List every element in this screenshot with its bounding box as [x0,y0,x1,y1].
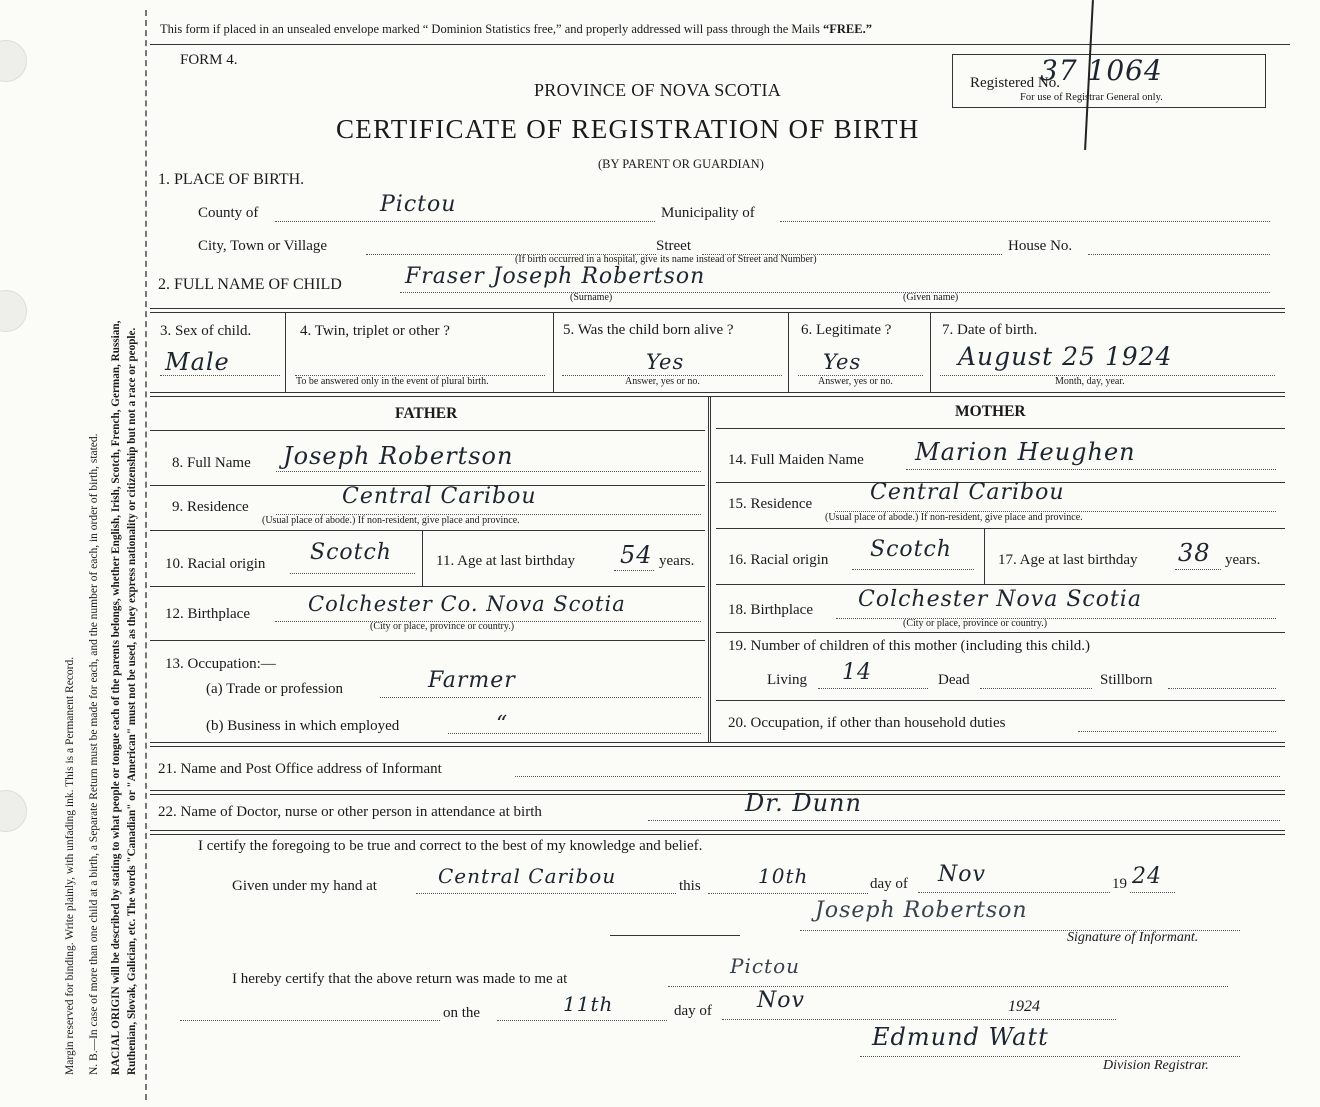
father-race-value: Scotch [310,540,392,565]
alive-note: Answer, yes or no. [625,376,700,387]
return-label: I hereby certify that the above return was made to me at [232,971,568,987]
legitimate-label: 6. Legitimate ? [801,322,892,338]
parents-bottom-rule [150,742,1285,747]
mother-stillborn-line [1168,688,1276,689]
year-line [1130,892,1175,893]
registrar-signature: Edmund Watt [872,1023,1049,1051]
city-label: City, Town or Village [198,238,328,254]
father-heading-rule [150,430,705,431]
row3-top-rule [150,308,1285,313]
row3-divider-4 [930,312,931,392]
father-age-line [614,570,654,571]
mother-birthplace-line [836,618,1276,619]
mother-birthplace-value: Colchester Nova Scotia [858,587,1142,612]
given-name-note: (Given name) [903,292,959,303]
registrar-label: Division Registrar. [1103,1058,1209,1073]
mother-occupation-line [1078,731,1276,732]
county-line [275,221,655,222]
mother-age-line [1175,569,1221,570]
father-row-rule-2 [150,530,705,531]
mother-row-rule-5 [716,700,1285,701]
county-value: Pictou [380,192,457,217]
mother-dead-label: Dead [938,672,970,688]
mother-age-value: 38 [1178,539,1211,567]
informant-label: 21. Name and Post Office address of Informant [158,761,442,777]
mother-children-label: 19. Number of children of this mother (including this child.) [728,638,1091,654]
mother-race-label: 16. Racial origin [728,552,829,568]
surname-note: (Surname) [570,292,613,303]
parent-divider [708,397,711,742]
mother-name-label: 14. Full Maiden Name [728,452,864,468]
father-race-label: 10. Racial origin [165,556,266,572]
sex-value: Male [165,348,230,376]
mother-residence-label: 15. Residence [728,496,813,512]
registrar-note: For use of Registrar General only. [1020,92,1163,103]
row3-divider-3 [788,312,789,392]
father-trade-label: (a) Trade or profession [206,681,344,697]
father-years-label: years. [659,553,695,569]
father-occupation-label: 13. Occupation:— [165,656,276,672]
year-prefix: 19 [1112,876,1127,892]
father-birthplace-note: (City or place, province or country.) [370,621,515,632]
legitimate-value: Yes [823,350,862,374]
mother-residence-value: Central Caribou [870,480,1065,505]
given-place-value: Central Caribou [438,864,617,888]
mail-notice [160,22,872,37]
on-the-label: on the [443,1005,481,1021]
binding-margin-line [145,10,147,1100]
place-heading: 1. PLACE OF BIRTH. [158,171,305,188]
day-line [708,893,868,894]
mother-living-value: 14 [842,660,872,685]
father-business-value: “ [496,712,509,737]
mother-row-rule-4 [716,632,1285,633]
month-line [918,892,1110,893]
doctor-line [648,820,1280,821]
mother-living-line [818,688,928,689]
mother-residence-note: (Usual place of abode.) If non-resident, give place and province. [825,512,1083,523]
month-value: Nov [938,862,986,887]
binding-hole-bottom [0,790,27,832]
year2-value: 1924 [1008,998,1040,1015]
sex-label: 3. Sex of child. [160,323,252,339]
row3-bottom-rule [150,392,1285,397]
mother-heading-rule [716,428,1285,429]
father-residence-label: 9. Residence [172,499,249,515]
father-race-line [290,573,415,574]
father-residence-value: Central Caribou [342,484,537,509]
day2-value: 11th [563,992,614,1016]
mother-birthplace-note: (City or place, province or country.) [903,618,1048,629]
signature-label: Signature of Informant. [1067,930,1199,945]
day-of-label: day of [870,876,908,892]
header-rule [150,44,1290,45]
this-label: this [679,878,701,894]
father-birthplace-value: Colchester Co. Nova Scotia [308,592,626,616]
father-age-label: 11. Age at last birthday [436,553,575,569]
on-the-leader [180,1020,440,1021]
margin-binding-note: Margin reserved for binding. Write plainly, with unfading ink. This is a Permanent Record. [64,656,76,1075]
father-heading: FATHER [395,405,458,422]
row3-divider-1 [285,312,286,392]
margin-racial-note-2: Ruthenian, Slovak, Galician, etc. The words "Canadian" or "American" must not be used, as they express nationality or citizenship but not a race or people. [126,327,138,1075]
house-line [1088,254,1270,255]
margin-racial-note-1: RACIAL ORIGIN will be described by stating to what people or tongue each of the parents belongs, whether English, Irish, Scotch, French, German, Russian, [110,320,122,1075]
informant-rule [150,790,1285,795]
day2-line [497,1020,667,1021]
form-title: CERTIFICATE OF REGISTRATION OF BIRTH [336,114,920,144]
mother-heading: MOTHER [955,403,1026,420]
mother-years-label: years. [1225,552,1261,568]
mother-row-rule-2 [716,528,1285,529]
mother-stillborn-label: Stillborn [1100,672,1153,688]
month2-line [722,1019,1116,1020]
mother-race-divider [984,529,985,584]
margin-nb-note: N. B.—In case of more than one child at a birth, a Separate Return must be made for each, and the number of each, in order of birth, stated. [88,433,100,1075]
father-name-line [276,471,701,472]
mother-birthplace-label: 18. Birthplace [728,602,813,618]
doctor-label: 22. Name of Doctor, nurse or other person in attendance at birth [158,804,542,820]
street-label: Street [656,238,691,254]
father-name-label: 8. Full Name [172,455,251,471]
year-value: 24 [1132,864,1162,889]
county-label: County of [198,205,259,221]
dob-label: 7. Date of birth. [942,322,1038,338]
given-label: Given under my hand at [232,878,377,894]
return-place-value: Pictou [730,954,801,978]
binding-hole-top [0,40,27,82]
mother-living-label: Living [767,672,807,688]
province-heading: PROVINCE OF NOVA SCOTIA [534,80,782,100]
father-name-value: Joseph Robertson [283,442,514,470]
father-race-divider [422,531,423,586]
dob-note: Month, day, year. [1055,376,1125,387]
mother-name-line [906,469,1276,470]
child-name-line [400,292,1270,293]
doctor-rule [150,830,1285,835]
alive-label: 5. Was the child born alive ? [563,322,734,338]
form-number: FORM 4. [180,52,238,68]
registered-label: Registered No. [970,75,1060,91]
hospital-note: (If birth occurred in a hospital, give its name instead of Street and Number) [515,254,817,265]
legitimate-note: Answer, yes or no. [818,376,893,387]
form-subtitle: (BY PARENT OR GUARDIAN) [598,157,764,171]
father-residence-note: (Usual place of abode.) If non-resident, give place and province. [262,515,520,526]
father-business-label: (b) Business in which employed [206,718,400,734]
day-of2-label: day of [674,1003,712,1019]
father-business-line [448,733,701,734]
mail-notice-text: This form if placed in an unsealed envelope marked “ Dominion Statistics free,” and properly addressed will pass through the Mails [160,22,824,36]
alive-value: Yes [646,350,685,374]
mother-race-line [852,569,974,570]
twin-label: 4. Twin, triplet or other ? [300,323,450,339]
mother-name-value: Marion Heughen [915,438,1136,466]
mother-row-rule-3 [716,584,1285,585]
registered-number: 37 1064 [1040,54,1163,87]
given-place-line [416,893,676,894]
father-trade-value: Farmer [428,668,516,693]
municipality-label: Municipality of [661,205,755,221]
child-name-value: Fraser Joseph Robertson [405,264,706,289]
registrar-sig-line [860,1056,1240,1057]
informant-signature: Joseph Robertson [815,898,1028,923]
doctor-value: Dr. Dunn [745,789,862,817]
father-trade-line [380,697,701,698]
binding-hole-middle [0,290,27,332]
father-age-value: 54 [620,541,653,569]
mother-race-value: Scotch [870,537,952,562]
father-row-rule-4 [150,640,705,641]
house-label: House No. [1008,238,1073,254]
mother-dead-line [980,688,1092,689]
certify-statement: I certify the foregoing to be true and correct to the best of my knowledge and belief. [198,838,703,854]
father-row-rule-3 [150,586,705,587]
municipality-line [780,221,1270,222]
dob-value: August 25 1924 [958,342,1173,371]
return-place-line [668,986,1228,987]
twin-note: To be answered only in the event of plural birth. [296,376,489,387]
mother-occupation-label: 20. Occupation, if other than household duties [728,715,1006,731]
mother-age-label: 17. Age at last birthday [998,552,1138,568]
signature-short-rule [610,935,740,936]
father-birthplace-label: 12. Birthplace [165,606,250,622]
mail-notice-free: “FREE.” [823,22,872,36]
child-name-label: 2. FULL NAME OF CHILD [158,276,342,293]
informant-line [515,776,1280,777]
month2-value: Nov [757,988,805,1013]
row3-divider-2 [553,312,554,392]
day-value: 10th [758,864,809,888]
